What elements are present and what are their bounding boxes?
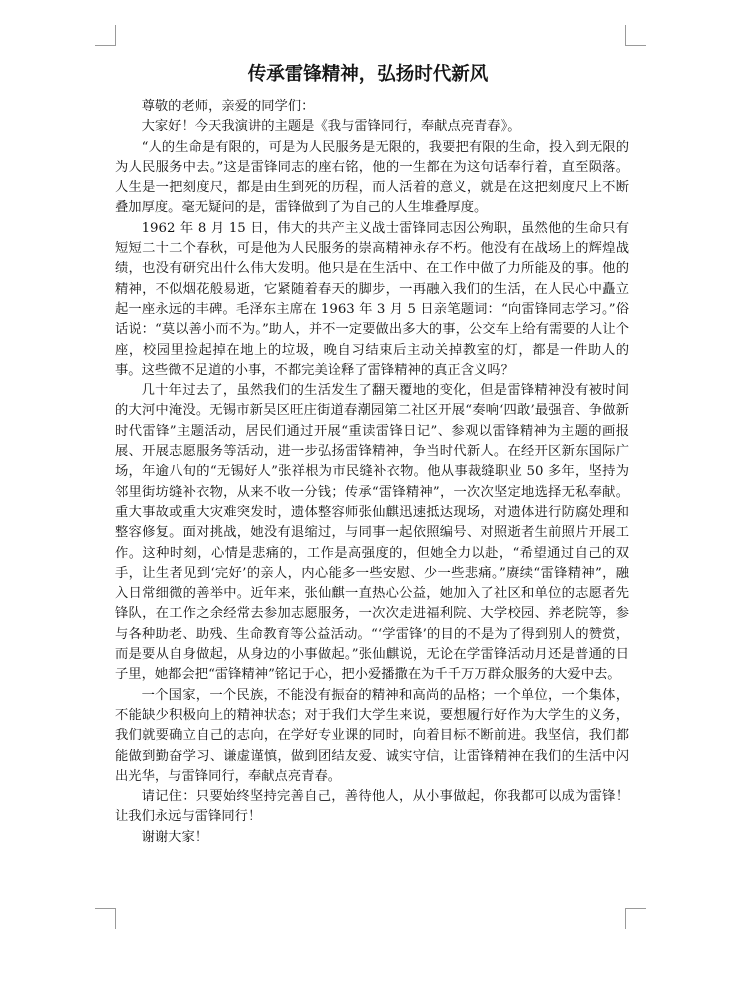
document-title: 传承雷锋精神，弘扬时代新风: [247, 64, 489, 85]
closing-thanks: 谢谢大家！: [141, 829, 209, 845]
paragraph-examples: 几十年过去了，虽然我们的生活发生了翻天覆地的变化，但是雷锋精神没有被时间的大河中淹没。无锡市新吴区旺庄街道春潮园第二社区开展“奏响‘四敢’最强音、争做新时代雷锋”主题活动，居民们通过开展“重读雷锋日记”、参观以雷锋精神为主题的画报展、开展志愿服务等活动，进一步弘扬雷锋精神，争当时代新人。在经开区新东国际广场，年逾八旬的“无锡好人”张祥根为市民缝补衣物。他从事裁缝职业 50 多年，坚持为邻里街坊缝补衣物，从来不收一分钱；传承“雷锋精神”，一次次坚定地选择无私奉献。重大事故或重大灾难突发时，遗体整容师张仙麒迅速抵达现场，对遗体进行防腐处理和整容修复。面对挑战，她没有退缩过，与同事一起依照编号、对照逝者生前照片开展工作。这种时刻，心情是悲痛的，工作是高强度的，但她全力以赴，“希望通过自己的双手，让生者见到‘完好’的亲人，内心能多一些安慰、少一些悲痛。”赓续“雷锋精神”，融入日常细微的善举中。近年来，张仙麒一直热心公益，她加入了社区和单位的志愿者先锋队，在工作之余经常去参加志愿服务，一次次走进福利院、大学校园、养老院等，参与各种助老、助残、生命教育等公益活动。“‘学雷锋’的目的不是为了得到别人的赞赏，而是要从自身做起，从身边的小事做起。”张仙麒说，无论在学雷锋活动月还是普通的日子里，她都会把“雷锋精神”铭记于心，把小爱播撒在为千千万万群众服务的大爱中去。: [115, 383, 629, 683]
page-corner-mark-bottom-right: [625, 908, 646, 929]
page-corner-mark-top-right: [625, 25, 646, 46]
salutation: 尊敬的老师，亲爱的同学们：: [141, 99, 315, 114]
paragraph-greeting: 大家好！今天我演讲的主题是《我与雷锋同行，奉献点亮青春》。: [141, 119, 521, 135]
paragraph-history: 1962 年 8 月 15 日，伟大的共产主义战士雷锋同志因公殉职，虽然他的生命只有短短二十二个春秋，可是他为人民服务的崇高精神永存不朽。他没有在战场上的辉煌战绩，也没有研究出什么伟大发明。他只是在生活中、在工作中做了力所能及的事。他的精神，不似烟花般易逝，它紧随着春天的脚步，一再融入我们的生活，在人民心中矗立起一座永远的丰碑。毛泽东主席在 1963 年 3 月 5 日亲笔题词：“向雷锋同志学习。”俗话说：“莫以善小而不为。”助人，并不一定要做出多大的事，公交车上给有需要的人让个座，校园里捡起掉在地上的垃圾，晚自习结束后主动关掉教室的灯，都是一件助人的事。这些微不足道的小事，不都完美诠释了雷锋精神的真正含义吗？: [115, 220, 629, 378]
paragraph-students: 一个国家，一个民族，不能没有振奋的精神和高尚的品格；一个单位，一个集体，不能缺少积极向上的精神状态；对于我们大学生来说，要想履行好作为大学生的义务，我们就要确立自己的志向，在学好专业课的同时，向着目标不断前进。我坚信，我们都能做到勤奋学习、谦虚谨慎，做到团结友爱、诚实守信，让雷锋精神在我们的生活中闪出光华，与雷锋同行，奉献点亮青春。: [115, 687, 629, 784]
paragraph-reminder: 请记住：只要始终坚持完善自己，善待他人，从小事做起，你我都可以成为雷锋！让我们永远与雷锋同行！: [115, 789, 629, 825]
paragraph-motto: “人的生命是有限的，可是为人民服务是无限的，我要把有限的生命，投入到无限的为人民服务中去。”这是雷锋同志的座右铭，他的一生都在为这句话奉行着，直至陨落。人生是一把刻度尺，都是由生到死的历程，而人活着的意义，就是在这把刻度尺上不断叠加厚度。毫无疑问的是，雷锋做到了为自己的人生堆叠厚度。: [115, 139, 629, 216]
page-corner-mark-bottom-left: [95, 908, 116, 929]
page-corner-mark-top-left: [95, 25, 116, 46]
document-body: [115, 97, 629, 848]
